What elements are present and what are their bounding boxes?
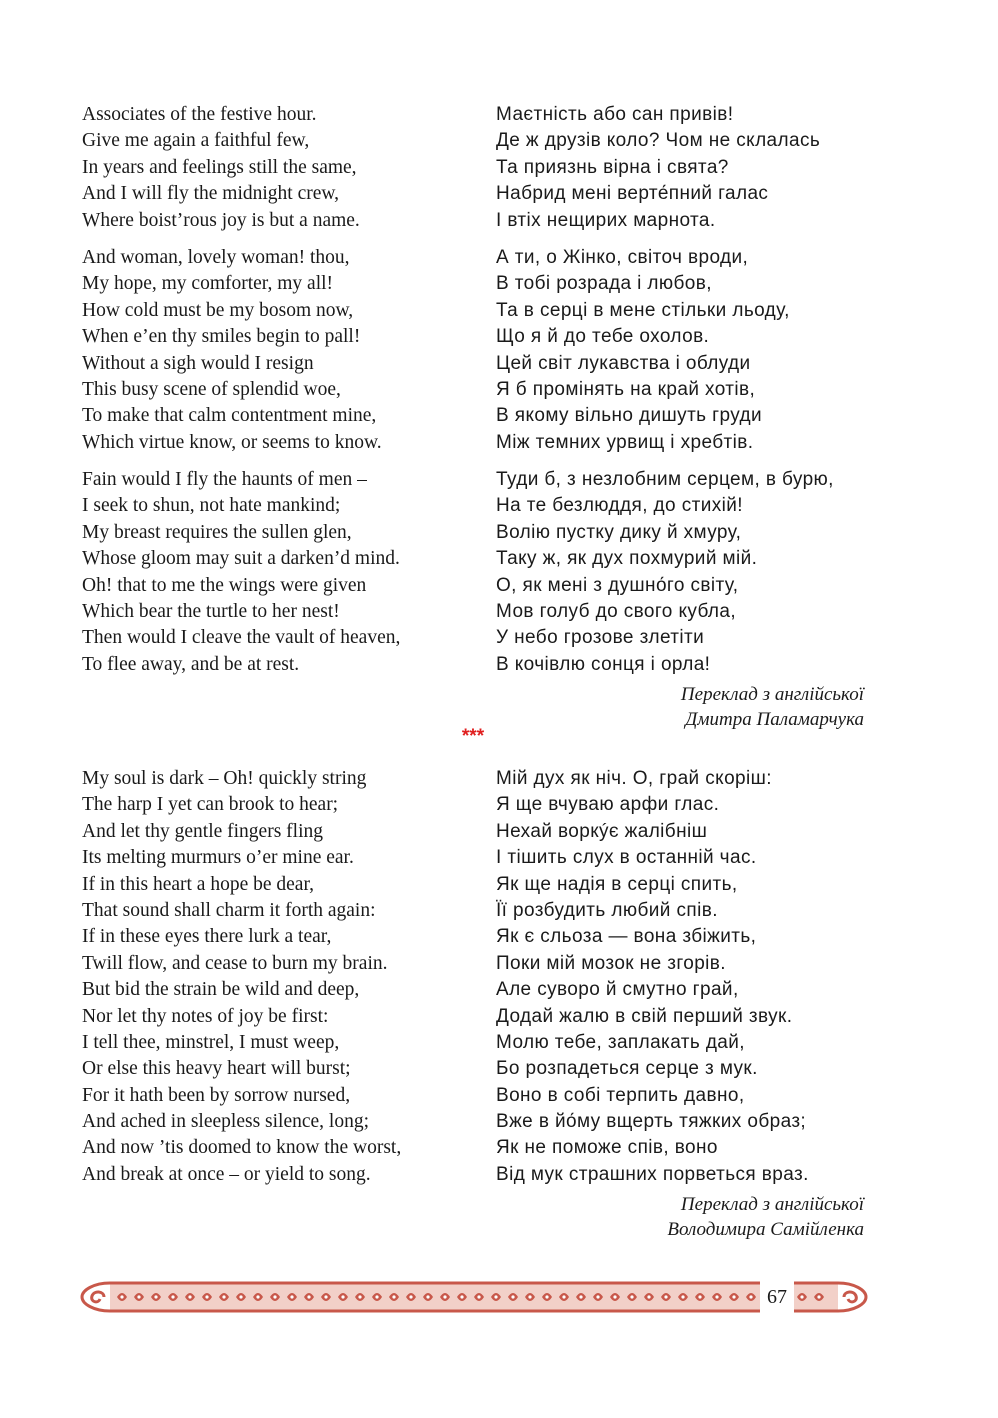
verse-line: Its melting murmurs o’er mine ear. bbox=[82, 847, 354, 869]
verse-line: Як є сльоза — вона збіжить, bbox=[496, 926, 757, 948]
verse-line: I seek to shun, not hate mankind; bbox=[82, 495, 341, 517]
ornament-dot-icon bbox=[307, 1295, 310, 1298]
verse-line: Nor let thy notes of joy be first: bbox=[82, 1005, 329, 1027]
verse-line: Without a sigh would I resign bbox=[82, 352, 314, 374]
verse-line: Then would I cleave the vault of heaven, bbox=[82, 627, 401, 649]
ornament-dot-icon bbox=[460, 1295, 463, 1298]
ornament-dot-icon bbox=[613, 1295, 616, 1298]
verse-line: But bid the strain be wild and deep, bbox=[82, 979, 360, 1001]
credit-line: Переклад з англійської bbox=[680, 1194, 864, 1215]
verse-line: А ти, о Жінко, світоч вроди, bbox=[496, 246, 749, 268]
verse-line: That sound shall charm it forth again: bbox=[82, 899, 376, 921]
verse-line: Мов голуб до свого кубла, bbox=[496, 601, 737, 623]
verse-line: Or else this heavy heart will burst; bbox=[82, 1058, 351, 1080]
ornament-dot-icon bbox=[545, 1295, 548, 1298]
ornament-dot-icon bbox=[188, 1295, 191, 1298]
ornament-dot-icon bbox=[647, 1295, 650, 1298]
ornament-dot-icon bbox=[732, 1295, 735, 1298]
ornament-dot-icon bbox=[154, 1295, 157, 1298]
ornament-dot-icon bbox=[681, 1295, 684, 1298]
ornament-dot-icon bbox=[392, 1295, 395, 1298]
ornament-dot-icon bbox=[528, 1295, 531, 1298]
verse-line: When e’en thy smiles begin to pall! bbox=[82, 326, 361, 348]
verse-line: In years and feelings still the same, bbox=[82, 156, 357, 178]
ornament-dot-icon bbox=[205, 1295, 208, 1298]
ornament-dot-icon bbox=[358, 1295, 361, 1298]
ornament-dot-icon bbox=[749, 1295, 752, 1298]
ornament-dot-icon bbox=[494, 1295, 497, 1298]
verse-line: How cold must be my bosom now, bbox=[82, 299, 354, 321]
verse-line: Where boist’rous joy is but a name. bbox=[82, 209, 360, 231]
verse-line: I tell thee, minstrel, I must weep, bbox=[82, 1031, 340, 1053]
scroll-left-icon bbox=[82, 1283, 110, 1311]
poem1-ukrainian bbox=[496, 102, 876, 678]
verse-line: Поки мій мозок не згорів. bbox=[496, 952, 726, 974]
verse-line: If in this heart a hope be dear, bbox=[82, 873, 315, 895]
credit-line: Переклад з англійської bbox=[680, 684, 864, 705]
verse-line: Між темних урвищ і хребтів. bbox=[496, 431, 754, 453]
ornament-dot-icon bbox=[511, 1295, 514, 1298]
ornament-dot-icon bbox=[800, 1295, 803, 1298]
section-separator: *** bbox=[461, 726, 485, 747]
verse-line: Маєтність або сан привів! bbox=[496, 104, 734, 125]
ornament-dot-icon bbox=[171, 1295, 174, 1298]
verse-line: В тобі розрада і любов, bbox=[496, 273, 712, 295]
ornament-dot-icon bbox=[630, 1295, 633, 1298]
verse-line: О, як мені з душно́го світу, bbox=[496, 574, 739, 596]
verse-line: To make that calm contentment mine, bbox=[82, 405, 377, 427]
ornament-dot-icon bbox=[562, 1295, 565, 1298]
verse-line: Fain would I fly the haunts of men – bbox=[82, 469, 367, 491]
ornament-dot-icon bbox=[579, 1295, 582, 1298]
verse-line: В кочівлю сонця і орла! bbox=[496, 653, 711, 675]
verse-line: Де ж друзів коло? Чом не склалась bbox=[496, 130, 821, 152]
verse-line: І втіх нещирих марнота. bbox=[496, 209, 716, 231]
verse-line: Воно в собі терпить давно, bbox=[496, 1084, 745, 1106]
ornament-dot-icon bbox=[443, 1295, 446, 1298]
verse-line: Таку ж, як дух похмурий мій. bbox=[496, 548, 758, 570]
ornament-dot-icon bbox=[256, 1295, 259, 1298]
ornament-dot-icon bbox=[477, 1295, 480, 1298]
verse-line: Whose gloom may suit a darken’d mind. bbox=[82, 548, 400, 570]
verse-line: Від мук страшних порветься враз. bbox=[496, 1163, 809, 1185]
verse-line: Але суворо й смутно грай, bbox=[496, 979, 739, 1001]
ornament-dot-icon bbox=[698, 1295, 701, 1298]
verse-line: And break at once – or yield to song. bbox=[82, 1163, 371, 1185]
poem1-english bbox=[82, 102, 462, 678]
verse-line: В якому вільно дишуть груди bbox=[496, 405, 763, 427]
verse-line: У небо грозове злетіти bbox=[496, 627, 705, 649]
verse-line: For it hath been by sorrow nursed, bbox=[82, 1084, 351, 1106]
verse-line: And woman, lovely woman! thou, bbox=[82, 246, 350, 268]
verse-line: Associates of the festive hour. bbox=[82, 104, 317, 125]
stanza bbox=[496, 102, 876, 234]
verse-line: Як не поможе спів, воно bbox=[496, 1137, 718, 1159]
verse-line: And let thy gentle fingers fling bbox=[82, 820, 323, 842]
ornament-dot-icon bbox=[120, 1295, 123, 1298]
verse-line: Цей світ лукавства і облуди bbox=[496, 352, 751, 374]
verse-line: Туди б, з незлобним серцем, в бурю, bbox=[496, 469, 834, 491]
stanza bbox=[496, 467, 876, 678]
verse-line: На те безлюддя, до стихій! bbox=[496, 495, 743, 517]
verse-line: Нехай воркýє жалібніш bbox=[496, 820, 708, 842]
ornament-dot-icon bbox=[290, 1295, 293, 1298]
verse-line: And I will fly the midnight crew, bbox=[82, 183, 340, 205]
ornamental-border bbox=[76, 1270, 872, 1324]
ornament-dot-icon bbox=[664, 1295, 667, 1298]
ornament-dot-icon bbox=[324, 1295, 327, 1298]
ornament-dot-icon bbox=[137, 1295, 140, 1298]
ornament-dot-icon bbox=[715, 1295, 718, 1298]
stanza bbox=[82, 467, 462, 678]
verse-line: My hope, my comforter, my all! bbox=[82, 273, 334, 295]
verse-line: Молю тебе, заплакать дай, bbox=[496, 1031, 745, 1053]
stanza bbox=[82, 245, 462, 456]
stanza bbox=[82, 102, 462, 234]
verse-line: Which bear the turtle to her nest! bbox=[82, 601, 340, 623]
verse-line: Що я й до тебе охолов. bbox=[496, 326, 710, 348]
verse-line: Я ще вчуваю арфи глас. bbox=[496, 794, 720, 816]
ornament-dot-icon bbox=[222, 1295, 225, 1298]
page-number: 67 bbox=[760, 1281, 794, 1313]
verse-line: Вже в йо́му вщерть тяжких образ; bbox=[496, 1111, 807, 1133]
verse-line: Which virtue know, or seems to know. bbox=[82, 431, 382, 453]
verse-line: Додай жалю в свій перший звук. bbox=[496, 1005, 793, 1027]
scroll-right-icon bbox=[838, 1283, 866, 1311]
verse-line: Бо розпадеться серце з мук. bbox=[496, 1058, 758, 1080]
ornament-dot-icon bbox=[375, 1295, 378, 1298]
verse-line: Oh! that to me the wings were given bbox=[82, 574, 367, 596]
verse-line: The harp I yet can brook to hear; bbox=[82, 794, 339, 816]
verse-line: Як ще надія в серці спить, bbox=[496, 873, 738, 895]
ornament-dot-icon bbox=[426, 1295, 429, 1298]
verse-line: Я б промінять на край хотів, bbox=[496, 378, 756, 400]
verse-line: To flee away, and be at rest. bbox=[82, 653, 300, 675]
verse-line: Волію пустку дику й хмуру, bbox=[496, 521, 742, 543]
ornament-dot-icon bbox=[239, 1295, 242, 1298]
translation-credit bbox=[681, 682, 864, 732]
verse-line: If in these eyes there lurk a tear, bbox=[82, 926, 332, 948]
stanza bbox=[496, 245, 876, 456]
verse-line: Twill flow, and cease to burn my brain. bbox=[82, 952, 388, 974]
verse-line: And ached in sleepless silence, long; bbox=[82, 1111, 370, 1133]
ornament-dot-icon bbox=[817, 1295, 820, 1298]
ornament-dot-icon bbox=[596, 1295, 599, 1298]
translation-credit bbox=[667, 1192, 864, 1242]
ornament-dot-icon bbox=[341, 1295, 344, 1298]
poem2-ukrainian bbox=[496, 766, 876, 1188]
credit-line: Володимира Самійленка bbox=[667, 1219, 864, 1240]
ornament-dot-icon bbox=[273, 1295, 276, 1298]
verse-line: І тішить слух в останній час. bbox=[496, 847, 757, 869]
ornament-dot-icon bbox=[409, 1295, 412, 1298]
verse-line: Give me again a faithful few, bbox=[82, 130, 310, 152]
verse-line: My soul is dark – Oh! quickly string bbox=[82, 768, 367, 789]
verse-line: Її розбудить любий спів. bbox=[496, 899, 718, 921]
verse-line: Та в серці в мене стільки льоду, bbox=[496, 299, 790, 321]
verse-line: My breast requires the sullen glen, bbox=[82, 521, 352, 543]
verse-line: And now ’tis doomed to know the worst, bbox=[82, 1137, 402, 1159]
verse-line: Набрид мені верте́пний галас bbox=[496, 183, 769, 205]
verse-line: This busy scene of splendid woe, bbox=[82, 378, 341, 400]
verse-line: Та приязнь вірна і свята? bbox=[496, 156, 729, 178]
credit-line: Дмитра Паламарчука bbox=[685, 709, 864, 730]
verse-line: Мій дух як ніч. О, грай скоріш: bbox=[496, 768, 772, 789]
poem2-english bbox=[82, 766, 462, 1188]
